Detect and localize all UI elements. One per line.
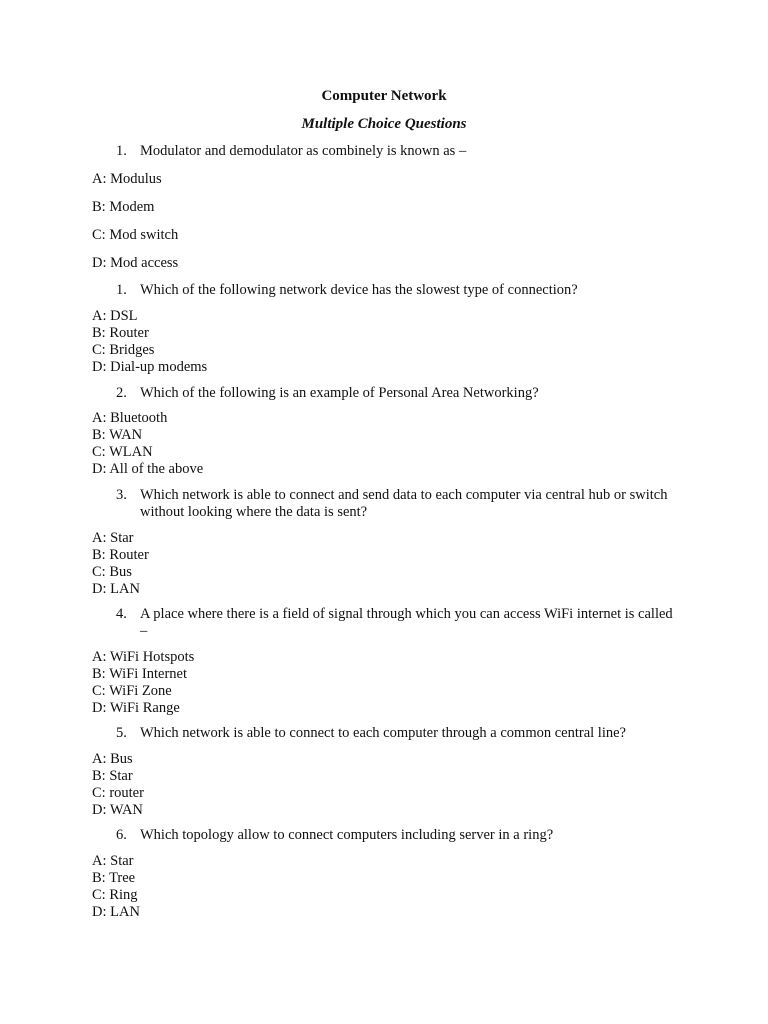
answer-option: D: Mod access — [92, 255, 179, 271]
question-number: 5. — [116, 725, 127, 741]
question-number: 1. — [116, 143, 127, 159]
answer-option: D: LAN — [92, 904, 140, 920]
answer-option: A: Star — [92, 853, 134, 869]
answer-option: A: DSL — [92, 308, 138, 324]
question-text: Which network is able to connect and send data to each computer via central hub or switch without looking where the data is sent? — [140, 487, 668, 520]
question-text: Which topology allow to connect computers including server in a ring? — [140, 827, 554, 843]
question — [116, 606, 676, 640]
question — [116, 143, 676, 160]
answer-option: B: Tree — [92, 870, 136, 886]
answer-option: C: WLAN — [92, 444, 153, 460]
answer-option: D: WAN — [92, 802, 143, 818]
question-text: A place where there is a field of signal through which you can access WiFi internet is called – — [140, 606, 673, 639]
document-subtitle: Multiple Choice Questions — [301, 116, 467, 132]
question-text: Which of the following network device has the slowest type of connection? — [140, 282, 578, 298]
answer-option: B: Router — [92, 547, 149, 563]
answer-option: D: WiFi Range — [92, 700, 180, 716]
answer-option: B: WAN — [92, 427, 143, 443]
question-text: Which of the following is an example of Personal Area Networking? — [140, 385, 539, 401]
answer-option: C: WiFi Zone — [92, 683, 172, 699]
answer-option: D: All of the above — [92, 461, 204, 477]
answer-option: A: Bluetooth — [92, 410, 168, 426]
question — [116, 282, 676, 299]
question-number: 1. — [116, 282, 127, 298]
question — [116, 385, 676, 402]
answer-option: A: Star — [92, 530, 134, 546]
answer-option: C: router — [92, 785, 144, 801]
answer-option: C: Ring — [92, 887, 138, 903]
question-number: 6. — [116, 827, 127, 843]
answer-option: C: Bridges — [92, 342, 155, 358]
answer-option: A: Modulus — [92, 171, 162, 187]
answer-option: D: Dial-up modems — [92, 359, 208, 375]
question — [116, 827, 676, 844]
question-text: Which network is able to connect to each computer through a common central line? — [140, 725, 626, 741]
answer-option: C: Mod switch — [92, 227, 179, 243]
answer-option: B: Modem — [92, 199, 155, 215]
question-number: 3. — [116, 487, 127, 503]
answer-option: A: WiFi Hotspots — [92, 649, 195, 665]
answer-option: B: WiFi Internet — [92, 666, 188, 682]
answer-option: B: Star — [92, 768, 133, 784]
question — [116, 725, 676, 742]
answer-option: C: Bus — [92, 564, 132, 580]
answer-option: B: Router — [92, 325, 149, 341]
question-number: 4. — [116, 606, 127, 622]
answer-option: A: Bus — [92, 751, 133, 767]
answer-option: D: LAN — [92, 581, 140, 597]
question-number: 2. — [116, 385, 127, 401]
document-title: Computer Network — [321, 88, 447, 104]
question — [116, 487, 676, 521]
question-text: Modulator and demodulator as combinely is known as – — [140, 143, 467, 159]
